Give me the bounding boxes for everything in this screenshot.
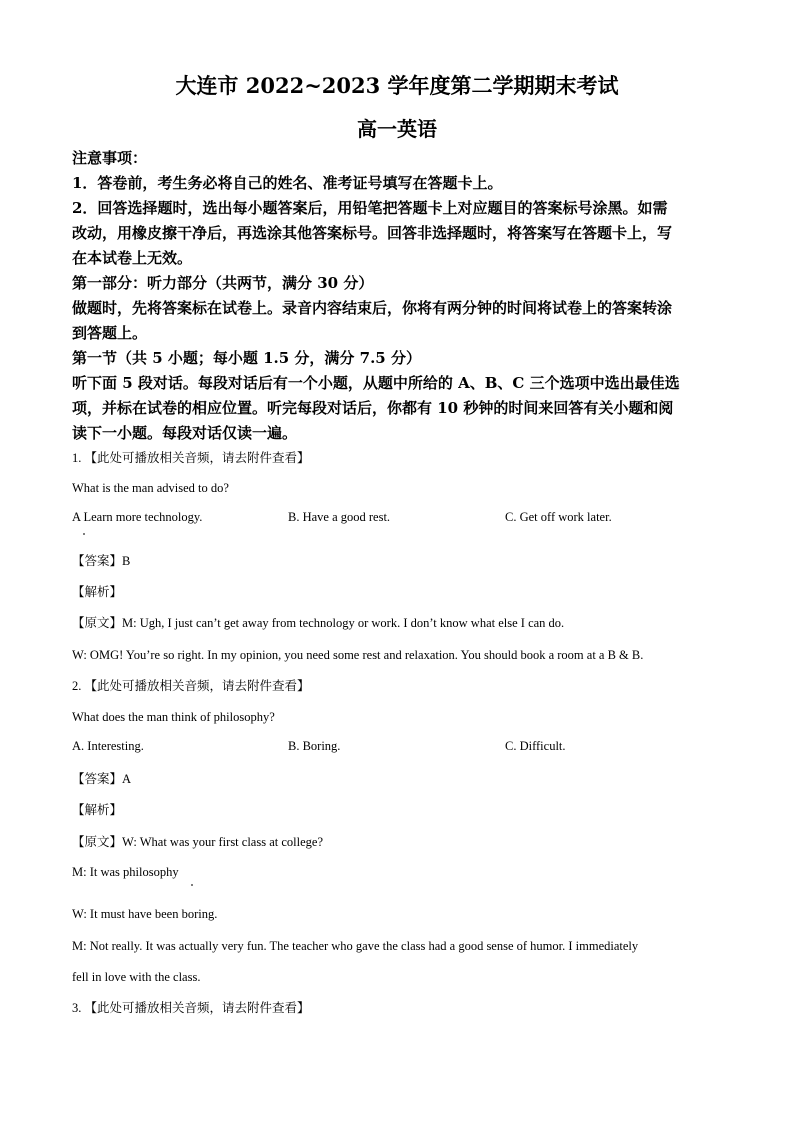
q2-option-a: A. Interesting. [72,739,144,753]
notice-item-1: 1．答卷前，考生务必将自己的姓名、准考证号填写在答题卡上。 [72,174,503,192]
q1-transcript-line-2: W: OMG! You’re so right. In my opinion, you need some rest and relaxation. You should book a room at a B & B. [72,648,644,662]
part1-instructions-line-1: 做题时，先将答案标在试卷上。录音内容结束后，你将有两分钟的时间将试卷上的答案转涂 [72,299,673,317]
notice-item-2-line-3: 在本试卷上无效。 [72,249,193,267]
notice-heading: 注意事项： [72,149,148,167]
q2-answer-value: A [122,772,132,786]
part1-heading: 第一部分：听力部分（共两节，满分 30 分） [72,274,374,292]
section1-heading: 第一节（共 5 小题；每小题 1.5 分，满分 7.5 分） [72,349,421,367]
q3-header [72,999,310,1017]
q2-audio-note[interactable]: 【此处可播放相关音频，请去附件查看】 [84,678,310,693]
q2-header [72,677,310,695]
q1-analysis-label: 【解析】 [72,584,123,599]
q1-question: What is the man advised to do? [72,481,229,495]
q1-option-a-mark [83,533,85,535]
q1-answer-label: 【答案】 [72,553,123,568]
q2-answer-label: 【答案】 [72,771,123,786]
q2-question: What does the man think of philosophy? [72,710,275,724]
q2-option-c: C. Difficult. [505,739,566,753]
q2-number: 2. [72,679,82,693]
q2-option-b: B. Boring. [288,739,341,753]
q2-transcript-line-4: M: Not really. It was actually very fun. The teacher who gave the class had a good sense of humor. I immediately [72,939,639,953]
section1-instructions-line-2: 项，并标在试卷的相应位置。听完每段对话后，你都有 10 秒钟的时间来回答有关小题和阅 [72,399,674,417]
q1-option-b: B. Have a good rest. [288,510,391,524]
notice-item-2-line-1: 2．回答选择题时，选出每小题答案后，用铅笔把答题卡上对应题目的答案标号涂黑。如需 [72,199,668,217]
q2-transcript-line-2: M: It was philosophy [72,865,179,879]
q2-transcript-label: 【原文】 [72,834,123,849]
q2-transcript-text-1: W: What was your first class at college? [122,835,323,849]
q3-audio-note[interactable]: 【此处可播放相关音频，请去附件查看】 [84,1000,310,1015]
q1-number: 1. [72,451,82,465]
q1-answer [72,552,130,570]
q1-option-a: A Learn more technology. [72,510,203,524]
part1-instructions-line-2: 到答题上。 [72,324,148,342]
notice-item-2-line-2: 改动，用橡皮擦干净后，再选涂其他答案标号。回答非选择题时，将答案写在答题卡上，写 [72,224,673,242]
q2-transcript-line-3: W: It must have been boring. [72,907,218,921]
q1-header [72,449,310,467]
q1-transcript-label: 【原文】 [72,615,123,630]
section1-instructions-line-3: 读下一小题。每段对话仅读一遍。 [72,424,298,442]
q1-option-c: C. Get off work later. [505,510,612,524]
exam-title: 大连市 2022~2023 学年度第二学期期末考试 [175,73,619,98]
q2-transcript-line-5: fell in love with the class. [72,970,201,984]
q2-transcript-mark [191,884,193,886]
q1-answer-value: B [122,554,131,568]
q1-audio-note[interactable]: 【此处可播放相关音频，请去附件查看】 [84,450,310,465]
q2-answer [72,770,131,788]
q1-transcript-line-1 [72,614,564,632]
section1-instructions-line-1: 听下面 5 段对话。每段对话后有一个小题，从题中所给的 A、B、C 三个选项中选出最佳选 [72,374,680,392]
q2-analysis-label: 【解析】 [72,802,123,817]
q1-transcript-text-1: M: Ugh, I just can’t get away from technology or work. I don’t know what else I can do. [122,616,565,630]
q2-transcript-line-1 [72,833,323,851]
q3-number: 3. [72,1001,82,1015]
exam-subtitle: 高一英语 [357,117,437,141]
